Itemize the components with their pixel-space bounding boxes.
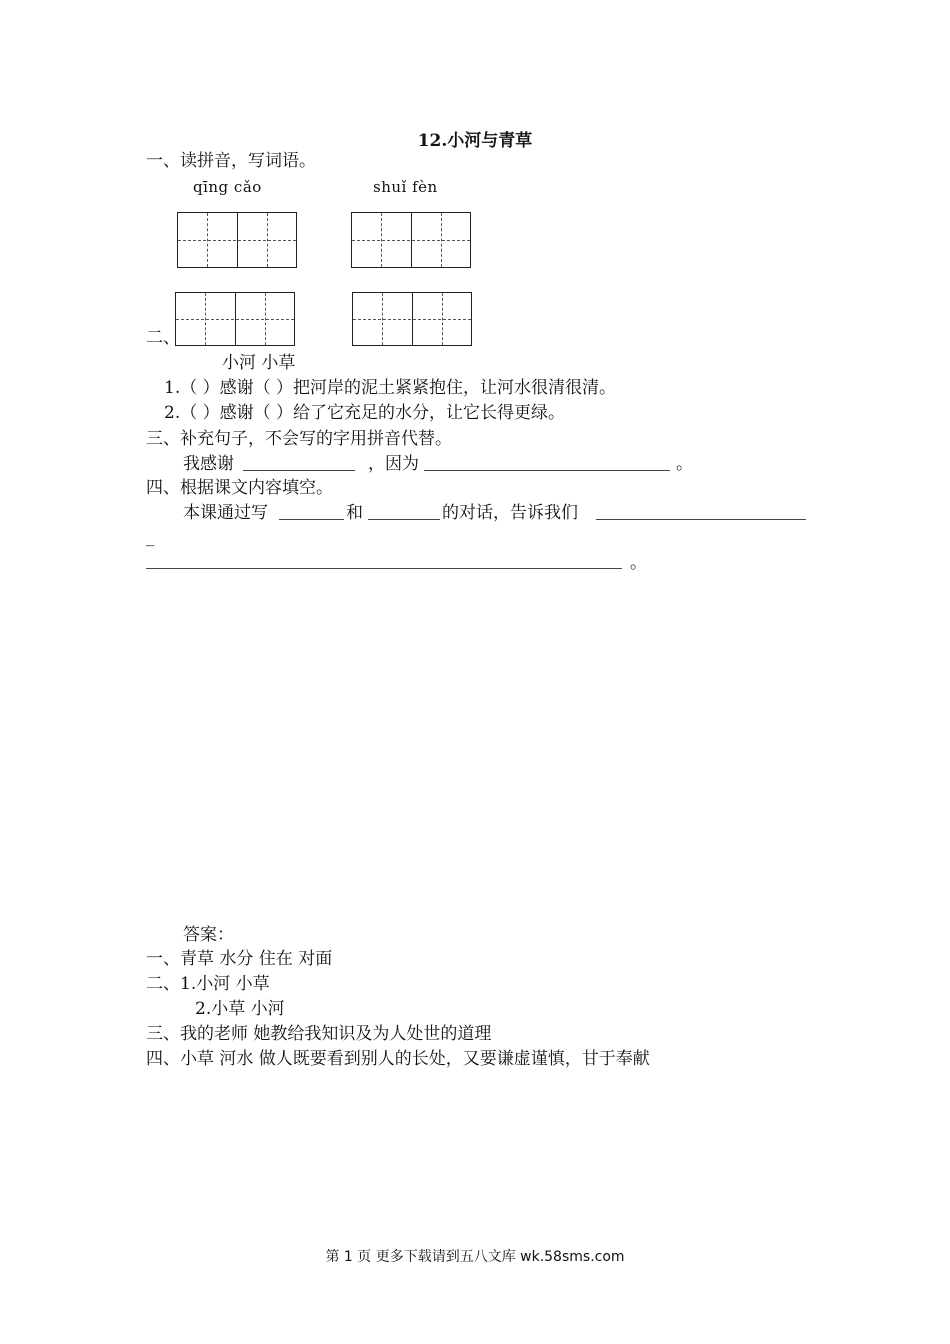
section-1-heading: 一、读拼音，写词语。 xyxy=(146,151,316,171)
section-2-label: 二、 xyxy=(146,328,180,348)
answer-4: 四、小草 河水 做人既要看到别人的长处，又要谦虚谨慎，甘于奉献 xyxy=(146,1049,650,1069)
section-4-prefix: 本课通过写 xyxy=(183,503,268,523)
page-title: 12.小河与青草 xyxy=(417,131,533,151)
section-3-end: 。 xyxy=(676,454,693,474)
section-2-word-choices: 小河 小草 xyxy=(222,353,296,373)
section-3-blank-2[interactable] xyxy=(424,470,670,471)
section-4-blank-2[interactable] xyxy=(368,519,440,520)
question-2-1: 1.（ ）感谢（ ）把河岸的泥土紧紧抱住，让河水很清很清。 xyxy=(164,378,617,398)
writing-grid-2[interactable] xyxy=(351,212,471,268)
writing-grid-3[interactable] xyxy=(175,292,295,346)
answer-3: 三、我的老师 她教给我知识及为人处世的道理 xyxy=(146,1024,492,1044)
question-2-2: 2.（ ）感谢（ ）给了它充足的水分，让它长得更绿。 xyxy=(164,403,566,423)
section-3-heading: 三、补充句子，不会写的字用拼音代替。 xyxy=(146,429,452,449)
section-4-blank-4[interactable] xyxy=(146,568,622,569)
pinyin-qingcao: qīng cǎo xyxy=(193,178,262,196)
answers-label: 答案： xyxy=(183,925,234,945)
section-4-blank-3[interactable] xyxy=(596,519,806,520)
page-footer: 第 1 页 更多下载请到五八文库 wk.58sms.com xyxy=(325,1249,625,1265)
section-3-blank-1[interactable] xyxy=(243,470,355,471)
section-4-dash: _ xyxy=(146,527,155,547)
section-4-end: 。 xyxy=(630,553,647,573)
pinyin-shuifen: shuǐ fèn xyxy=(373,178,438,196)
section-4-heading: 四、根据课文内容填空。 xyxy=(146,478,333,498)
answer-2b: 2.小草 小河 xyxy=(195,999,285,1019)
section-4-mid: 的对话，告诉我们 xyxy=(442,503,578,523)
section-4-blank-1[interactable] xyxy=(279,519,344,520)
section-3-mid: ，因为 xyxy=(368,454,419,474)
writing-grid-4[interactable] xyxy=(352,292,472,346)
section-3-prefix: 我感谢 xyxy=(183,454,234,474)
answer-1: 一、青草 水分 住在 对面 xyxy=(146,949,333,969)
writing-grid-1[interactable] xyxy=(177,212,297,268)
section-4-and: 和 xyxy=(346,503,363,523)
answer-2: 二、1.小河 小草 xyxy=(146,974,270,994)
